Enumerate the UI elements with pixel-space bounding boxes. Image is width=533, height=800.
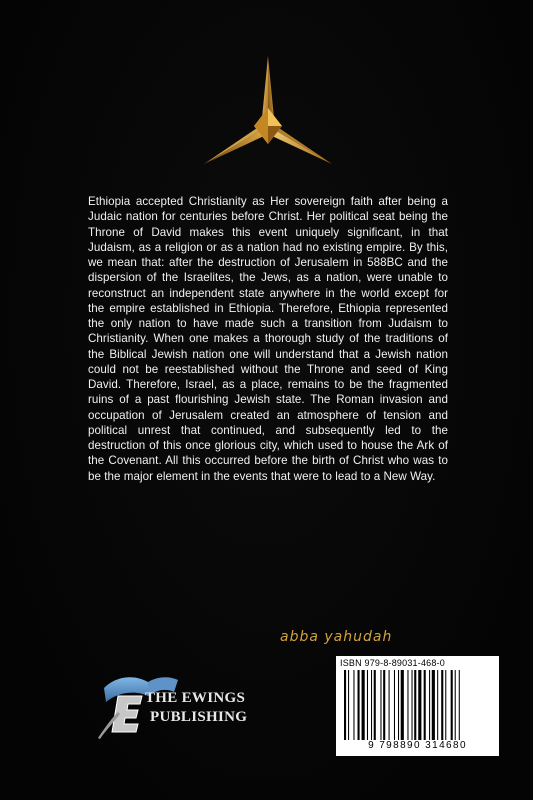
isbn-label: ISBN 979-8-89031-468-0 (340, 658, 445, 668)
barcode-digits: 9 798890 314680 (368, 740, 467, 751)
barcode-icon (342, 670, 493, 740)
back-cover-blurb: Ethiopia accepted Christianity as Her sovereign faith after being a Judaic nation for centuries before Christ. Her political seat being the Throne of David makes this event uniquely significant, in that Judaism, as a religion or as a nation had no existing empire. By this, we mean that: after the destruction of Jerusalem in 588BC and the dispersion of the Israelites, the Jews, as a nation, were unable to reconstruct an independent state anywhere in the world except for the empire established in Ethiopia. Therefore, Ethiopia represented the only nation to have made such a transition from Judaism to Christianity. When one makes a thorough study of the traditions of the Biblical Jewish nation one will understand that a Jewish nation could not be reestablished without the Throne and seed of King David. Therefore, Israel, as a place, remains to be the fragmented ruins of a past flourishing Jewish state. The Roman invasion and occupation of Jerusalem created an atmosphere of tension and political unrest that continued, and subsequently led to the destruction of this once glorious city, which used to house the Ark of the Covenant. All this occurred before the birth of Christ who was to be the major element in the events that were to lead to a New Way. (88, 195, 448, 483)
isbn-barcode (336, 656, 499, 756)
author-signature: abba yahudah (280, 629, 393, 645)
publisher-name-line2: PUBLISHING (150, 709, 248, 725)
publisher-name-line1: THE EWINGS (145, 690, 246, 706)
four-point-star-icon (198, 56, 338, 166)
